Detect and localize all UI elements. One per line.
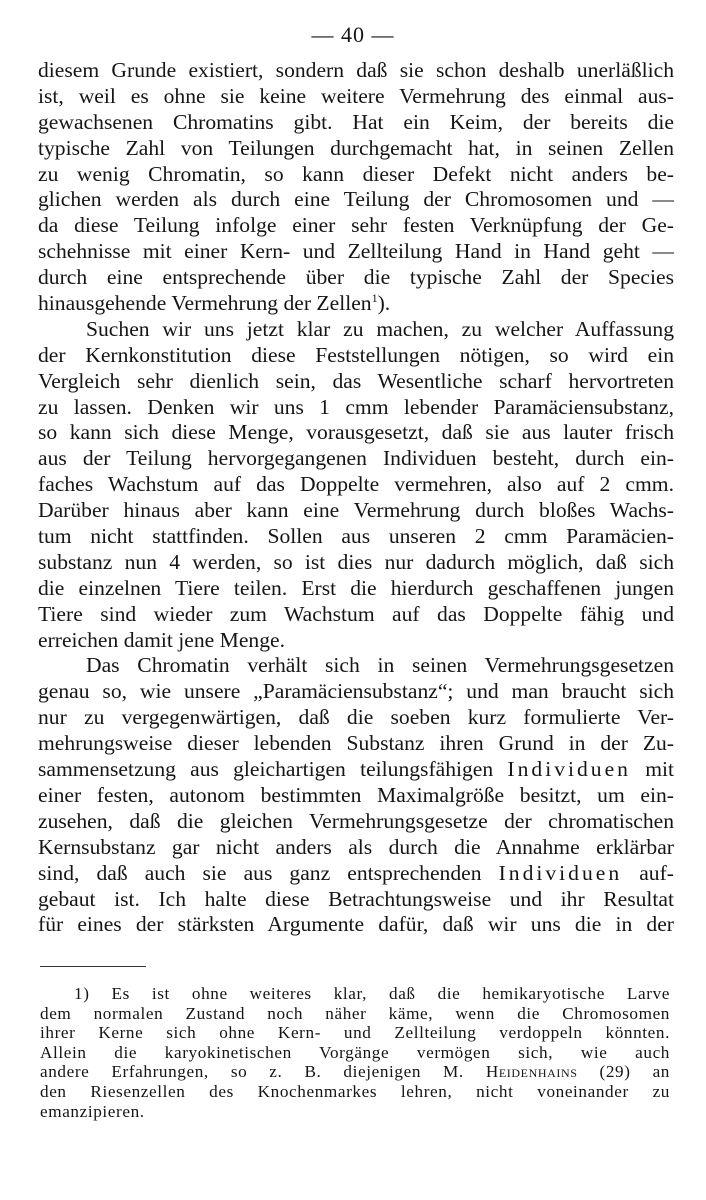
emphasized-word: Individuen	[507, 757, 631, 782]
text-line: für eines der stärksten Argumente dafür, daß wir uns die in der	[38, 912, 674, 937]
text-line: durch eine entsprechende über die typische Zahl der Species	[38, 265, 674, 290]
text-line: einer festen, autonom bestimmten Maximalgröße besitzt, um ein-	[38, 782, 674, 807]
text-line: erreichen damit jene Menge.	[38, 627, 286, 652]
text-line: tum nicht stattfinden. Sollen aus unseren 2 cmm Paramäcien-	[38, 524, 674, 549]
footnote-line: den Riesenzellen des Knochenmarkes lehren, nicht voneinander zu	[40, 1081, 670, 1101]
footnote-divider	[40, 966, 146, 967]
text-line: mehrungsweise dieser lebenden Substanz ihren Grund in der Zu-	[38, 731, 674, 756]
cited-author: Heidenhains	[485, 1062, 578, 1082]
text-line: da diese Teilung infolge einer sehr festen Verknüpfung der Ge-	[38, 213, 674, 238]
text-line: nur zu vergegenwärtigen, daß die soeben kurz formulierte Ver-	[38, 705, 674, 730]
text-line: genau so, wie unsere „Paramäciensubstanz“; und man braucht sich	[38, 679, 674, 704]
main-text-block	[38, 58, 674, 938]
text-line: zu lassen. Denken wir uns 1 cmm lebender Paramäciensubstanz,	[38, 394, 674, 419]
footnote-line: Allein die karyokinetischen Vorgänge vermögen sich, wie auch	[40, 1042, 670, 1062]
footnote-line: 1) Es ist ohne weiteres klar, daß die hemikaryotische Larve	[74, 984, 670, 1003]
emphasized-word: Individuen	[498, 860, 623, 885]
text-line: schehnisse mit einer Kern- und Zellteilung Hand in Hand geht —	[38, 239, 674, 264]
paragraph-first-line: Suchen wir uns jetzt klar zu machen, zu welcher Auffassung	[86, 316, 674, 341]
paragraph-first-line: Das Chromatin verhält sich in seinen Vermehrungsgesetzen	[86, 653, 674, 678]
text-line: Vergleich sehr dienlich sein, das Wesentliche scharf hervortreten	[38, 368, 674, 393]
text-line: hinausgehende Vermehrung der Zellen$^1$).	[38, 290, 391, 316]
text-line: glichen werden als durch eine Teilung der Chromosomen und —	[38, 187, 674, 212]
text-line: aus der Teilung hervorgegangenen Individuen besteht, durch ein-	[38, 446, 674, 471]
footnote-line: emanzipieren.	[40, 1101, 145, 1121]
footnote-line: dem normalen Zustand noch näher käme, wenn die Chromosomen	[40, 1003, 670, 1023]
footnote-line: andere Erfahrungen, so z. B. diejenigen M. Heidenhains (29) an	[40, 1062, 670, 1082]
text-line: der Kernkonstitution diese Feststellungen nötigen, so wird ein	[38, 342, 674, 367]
page-number: — 40 —	[311, 22, 395, 47]
text-line: sammensetzung aus gleichartigen teilungsfähigen Individuen mit	[38, 757, 674, 782]
text-line: faches Wachstum auf das Doppelte vermehren, also auf 2 cmm.	[38, 472, 674, 497]
text-line: zusehen, daß die gleichen Vermehrungsgesetze der chromatischen	[38, 808, 674, 833]
text-line: Kernsubstanz gar nicht anders als durch die Annahme erklärbar	[38, 834, 674, 859]
footnote-line: ihrer Kerne sich ohne Kern- und Zellteilung verdoppeln könnten.	[40, 1023, 670, 1043]
text-line: gebaut ist. Ich halte diese Betrachtungsweise und ihr Resultat	[38, 886, 674, 911]
text-line: typische Zahl von Teilungen durchgemacht hat, in seinen Zellen	[38, 135, 674, 160]
text-line: diesem Grunde existiert, sondern daß sie schon deshalb unerläßlich	[38, 58, 674, 82]
text-line: sind, daß auch sie aus ganz entsprechenden Individuen auf-	[38, 860, 674, 885]
text-line: so kann sich diese Menge, vorausgesetzt, daß sie aus lauter frisch	[38, 420, 674, 445]
text-line: ist, weil es ohne sie keine weitere Vermehrung des einmal aus-	[38, 83, 674, 108]
text-line: Darüber hinaus aber kann eine Vermehrung durch bloßes Wachs-	[38, 498, 674, 523]
footnote	[40, 984, 670, 1121]
footnote-reference: 1	[371, 290, 378, 305]
text-line: gewachsenen Chromatins gibt. Hat ein Keim, der bereits die	[38, 109, 674, 134]
text-line: zu wenig Chromatin, so kann dieser Defekt nicht anders be-	[38, 161, 674, 186]
text-line: die einzelnen Tiere teilen. Erst die hierdurch geschaffenen jungen	[38, 575, 674, 600]
text-line: Tiere sind wieder zum Wachstum auf das Doppelte fähig und	[38, 601, 674, 626]
text-line: substanz nun 4 werden, so ist dies nur dadurch möglich, daß sich	[38, 549, 674, 574]
